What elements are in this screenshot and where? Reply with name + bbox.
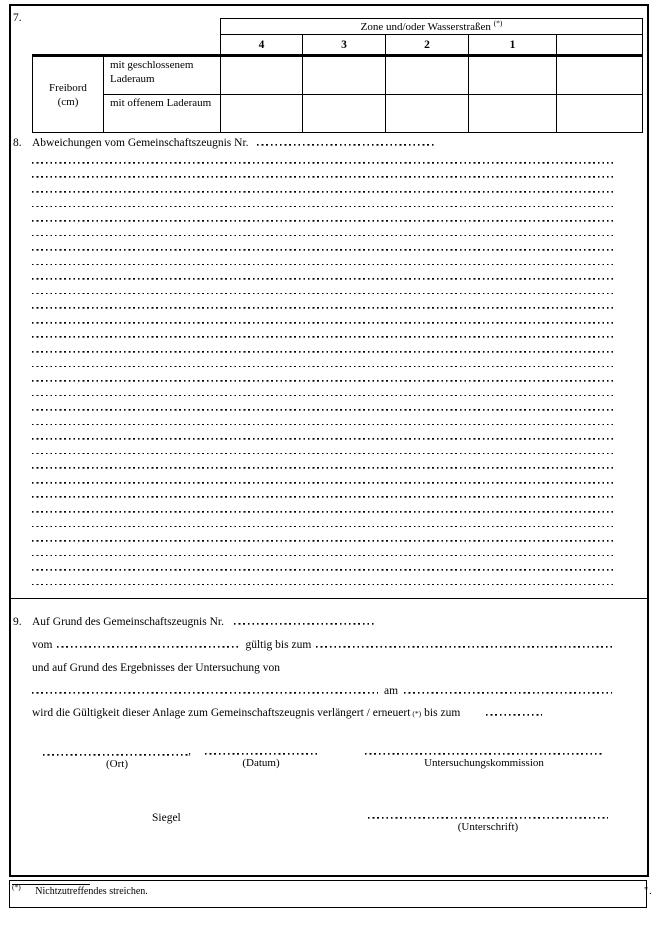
fill-in-dots	[32, 685, 378, 694]
section-7-number: 7.	[13, 12, 22, 24]
zone-value-cell	[557, 56, 643, 95]
closing-quote-mark: ".	[644, 886, 653, 897]
zone-column-header: 2	[386, 35, 469, 56]
table-row	[33, 95, 643, 133]
blank-dotted-line	[32, 411, 613, 426]
section-9-number: 9.	[13, 616, 22, 628]
blank-dotted-line	[32, 396, 613, 411]
table-row	[33, 56, 643, 95]
blank-dotted-line	[32, 469, 613, 484]
zone-column-header: 4	[221, 35, 303, 56]
section-8-number: 8.	[13, 137, 22, 149]
section-8-heading: Abweichungen vom Gemeinschaftszeugnis Nr.	[32, 137, 249, 149]
fill-in-dots	[404, 685, 612, 694]
commission-signature-group	[365, 746, 603, 769]
blank-dotted-line	[32, 236, 613, 251]
section-9-line-1	[32, 616, 612, 628]
fill-in-dots	[57, 639, 240, 648]
blank-dotted-line	[32, 338, 613, 353]
section-9-line-4	[32, 685, 612, 697]
zone-value-cell	[469, 56, 557, 95]
verlaengert-erneuert-text: wird die Gültigkeit dieser Anlage zum Gemeinschaftszeugnis verlängert / erneuert	[32, 707, 411, 719]
vom-text: vom	[32, 639, 53, 651]
footnote-separator-rule	[12, 884, 90, 885]
gueltig-bis-zum-text: gültig bis zum	[245, 639, 312, 651]
deviations-blank-lines	[32, 149, 613, 585]
fill-in-dots	[257, 137, 435, 146]
blank-dotted-line	[32, 149, 613, 164]
footnote-marker: (*)	[12, 882, 21, 892]
zone-value-cell	[303, 95, 386, 133]
blank-dotted-line	[32, 454, 613, 469]
blank-dotted-line	[32, 440, 613, 455]
commission-fill-line	[365, 746, 603, 755]
zone-column-header	[557, 35, 643, 56]
freeboard-rowgroup-cell	[33, 56, 104, 133]
blank-dotted-line	[32, 425, 613, 440]
blank-dotted-line	[32, 265, 613, 280]
fill-in-dots	[365, 746, 603, 755]
signature-group	[368, 810, 608, 833]
table-row	[33, 35, 643, 56]
zone-header-label: Zone und/oder Wasserstraßen	[360, 20, 491, 33]
zone-value-cell	[221, 95, 303, 133]
footnote-line	[12, 882, 148, 897]
fill-in-dots	[205, 746, 317, 755]
am-text: am	[384, 685, 399, 697]
fill-in-dots	[234, 616, 376, 625]
blank-dotted-line	[32, 251, 613, 266]
blank-dotted-line	[32, 571, 613, 586]
table-row	[33, 19, 643, 35]
blank-dotted-line	[32, 193, 613, 208]
zone-header-cell	[221, 19, 643, 35]
row-label-cell: mit offenem Laderaum	[104, 95, 221, 133]
place-fill-line	[43, 746, 191, 756]
signature-fill-line	[368, 810, 608, 819]
date-signature-group	[205, 746, 317, 769]
zone-value-cell	[469, 95, 557, 133]
blank-dotted-line	[32, 498, 613, 513]
zone-value-cell	[386, 95, 469, 133]
fill-in-dots	[486, 707, 542, 716]
blank-dotted-line	[32, 556, 613, 571]
untersuchung-von-text: und auf Grund des Ergebnisses der Untersuchung von	[32, 662, 280, 674]
section-divider-line	[9, 598, 647, 599]
table-blank-corner	[33, 35, 221, 56]
freeboard-zone-table	[32, 18, 643, 133]
siegel-label: Siegel	[152, 812, 181, 824]
unterschrift-label: (Unterschrift)	[457, 821, 519, 833]
section-9-line-3	[32, 662, 612, 674]
fill-in-dots	[316, 639, 612, 648]
ort-label: (Ort)	[106, 758, 128, 770]
blank-dotted-line	[32, 294, 613, 309]
untersuchungskommission-label: Untersuchungskommission	[424, 757, 544, 769]
blank-dotted-line	[32, 484, 613, 499]
section-9-line-5: wird die Gültigkeit dieser Anlage zum Gemeinschaftszeugnis verlängert / erneuert (*) bis zum	[32, 707, 612, 719]
blank-dotted-line	[32, 164, 613, 179]
section-9-line-2	[32, 639, 612, 651]
row-label-cell: mit geschlossenem Laderaum	[104, 56, 221, 95]
zone-value-cell	[386, 56, 469, 95]
blank-dotted-line	[32, 324, 613, 339]
blank-dotted-line	[32, 382, 613, 397]
blank-dotted-line	[32, 309, 613, 324]
footnote-text: Nichtzutreffendes streichen.	[35, 886, 148, 897]
date-fill-line	[205, 746, 317, 755]
certificate-nr-text: Auf Grund des Gemeinschaftszeugnis Nr.	[32, 616, 224, 628]
zone-header-footnote-marker: (*)	[493, 17, 503, 27]
comma: ,	[188, 745, 191, 757]
zone-value-cell	[557, 95, 643, 133]
section-8-heading-line	[32, 137, 612, 149]
blank-dotted-line	[32, 280, 613, 295]
blank-dotted-line	[32, 207, 613, 222]
zone-value-cell	[221, 56, 303, 95]
zone-column-header: 3	[303, 35, 386, 56]
place-signature-group	[43, 746, 191, 770]
fill-in-dots	[43, 747, 188, 756]
blank-dotted-line	[32, 367, 613, 382]
datum-label: (Datum)	[242, 757, 280, 769]
zone-value-cell	[303, 56, 386, 95]
blank-dotted-line	[32, 527, 613, 542]
fill-in-dots	[368, 810, 608, 819]
blank-dotted-line	[32, 178, 613, 193]
freeboard-label: Freibord	[49, 81, 87, 94]
blank-dotted-line	[32, 542, 613, 557]
blank-dotted-line	[32, 513, 613, 528]
table-blank-corner	[33, 19, 221, 35]
zone-column-header: 1	[469, 35, 557, 56]
blank-dotted-line	[32, 353, 613, 368]
freeboard-unit: (cm)	[57, 95, 79, 108]
bis-zum-text: bis zum	[424, 707, 461, 719]
blank-dotted-line	[32, 222, 613, 237]
